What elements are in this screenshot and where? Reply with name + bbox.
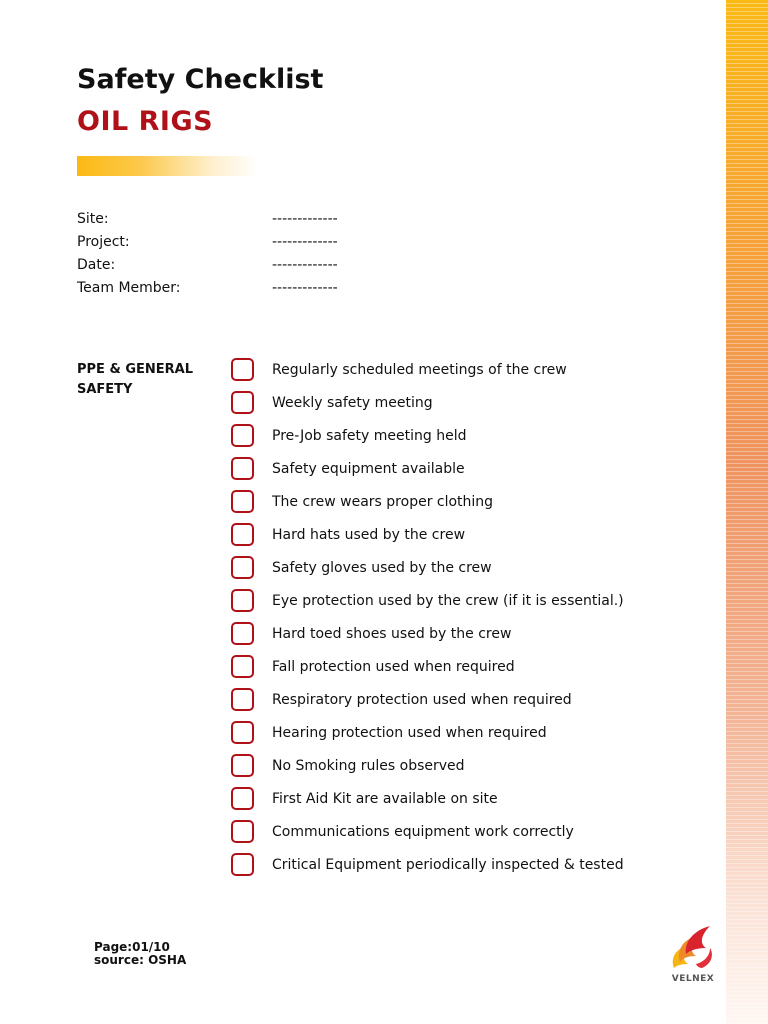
checkbox[interactable] [231,457,254,480]
checklist-item-text: Hard toed shoes used by the crew [272,626,512,642]
info-value-field[interactable]: ------------- [272,211,338,227]
info-label: Site: [77,211,109,227]
checkbox[interactable] [231,655,254,678]
checklist-item-text: Respiratory protection used when required [272,692,572,708]
checklist-item-text: Communications equipment work correctly [272,824,574,840]
checkbox[interactable] [231,853,254,876]
checklist-item-text: Eye protection used by the crew (if it is essential.) [272,593,624,609]
logo-text: VELNEX [671,974,715,984]
checkbox[interactable] [231,754,254,777]
document-subtitle: OIL RIGS [77,106,214,137]
section-label: PPE & GENERAL SAFETY [77,362,193,397]
checklist-item-text: First Aid Kit are available on site [272,791,498,807]
checkbox[interactable] [231,424,254,447]
checkbox[interactable] [231,358,254,381]
checklist-item-text: The crew wears proper clothing [272,494,494,510]
checkbox[interactable] [231,589,254,612]
checklist-item-text: Hard hats used by the crew [272,527,466,543]
checkbox[interactable] [231,622,254,645]
checkbox[interactable] [231,721,254,744]
checklist-item-text: Weekly safety meeting [272,395,433,411]
info-label: Project: [77,234,130,250]
info-value-field[interactable]: ------------- [272,257,338,273]
page-number: Page:01/10 [94,940,170,954]
info-value-field[interactable]: ------------- [272,234,338,250]
checklist-item-text: Pre-Job safety meeting held [272,428,467,444]
checkbox[interactable] [231,490,254,513]
checklist-item-text: Safety gloves used by the crew [272,560,492,576]
document-title: Safety Checklist [77,64,324,95]
info-label: Team Member: [77,280,181,296]
checklist-item-text: Hearing protection used when required [272,725,547,741]
accent-bar [77,156,259,176]
brand-logo [666,922,720,988]
checkbox[interactable] [231,688,254,711]
info-value-field[interactable]: ------------- [272,280,338,296]
info-label: Date: [77,257,116,273]
side-gradient-stripe [726,0,768,1024]
checklist-item-text: Fall protection used when required [272,659,515,675]
checklist-item-text: No Smoking rules observed [272,758,465,774]
checklist-item-text: Critical Equipment periodically inspected & tested [272,857,624,873]
source-note: source: OSHA [94,953,187,967]
checkbox[interactable] [231,391,254,414]
checkbox[interactable] [231,820,254,843]
checkbox[interactable] [231,556,254,579]
footer [94,941,186,967]
checklist-item-text: Regularly scheduled meetings of the crew [272,362,567,378]
checkbox[interactable] [231,787,254,810]
flame-logo-icon [666,922,720,974]
checkbox[interactable] [231,523,254,546]
checklist-item-text: Safety equipment available [272,461,465,477]
